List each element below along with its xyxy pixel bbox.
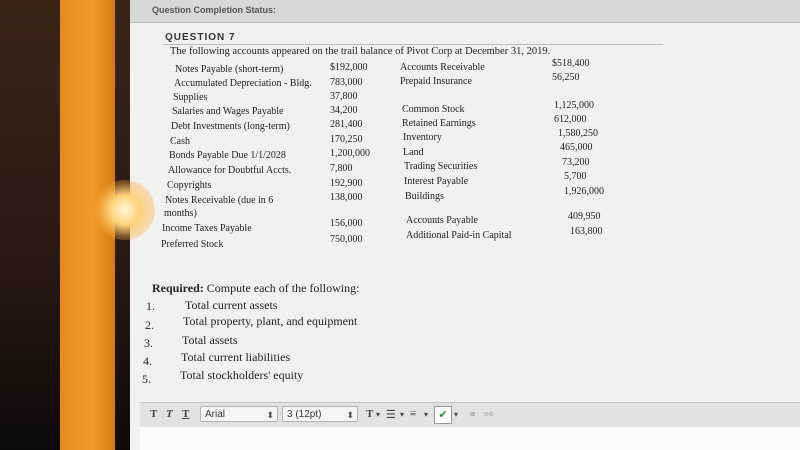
account-value: 750,000 xyxy=(330,234,363,245)
account-value: 409,950 xyxy=(568,211,601,222)
account-value: 192,900 xyxy=(330,178,363,189)
divider xyxy=(163,44,663,45)
dropdown-icon[interactable]: ▾ xyxy=(454,410,459,419)
account-value: 73,200 xyxy=(562,157,590,168)
underline-button[interactable]: T xyxy=(182,408,190,420)
font-size-select[interactable] xyxy=(282,406,358,422)
account-value: $192,000 xyxy=(330,62,368,73)
account-value: 1,125,000 xyxy=(554,100,594,111)
required-item: Total property, plant, and equipment xyxy=(183,314,358,328)
account-label: Retained Earnings xyxy=(402,118,476,129)
required-number: 3. xyxy=(144,336,153,350)
account-value: 37,800 xyxy=(330,91,358,102)
account-label: Salaries and Wages Payable xyxy=(172,106,284,117)
account-label: Preferred Stock xyxy=(161,239,224,250)
bold-button[interactable]: T xyxy=(150,408,158,420)
required-number: 1. xyxy=(146,299,155,313)
italic-button[interactable]: T xyxy=(166,408,173,420)
account-value: 163,800 xyxy=(570,226,603,237)
required-number: 5. xyxy=(142,372,151,386)
bullet-list-icon[interactable]: ☰ xyxy=(386,409,396,421)
editor-toolbar xyxy=(140,402,800,428)
account-value: 465,000 xyxy=(560,142,593,153)
required-text: Compute each of the following: xyxy=(206,281,360,295)
required-number: 2. xyxy=(145,318,154,332)
account-value: 612,000 xyxy=(554,114,587,125)
account-label: Accounts Receivable xyxy=(400,62,485,73)
spellcheck-icon[interactable]: ✔ xyxy=(434,406,452,424)
account-label: Cash xyxy=(170,136,190,147)
font-family-select[interactable] xyxy=(200,406,278,422)
account-label: Supplies xyxy=(173,92,208,103)
account-label: Debt Investments (long-term) xyxy=(171,121,290,132)
account-label: Accounts Payable xyxy=(406,215,478,226)
link-icon[interactable]: ⚭ xyxy=(468,409,478,421)
account-label: Notes Receivable (due in 6 xyxy=(165,195,274,206)
account-label: Trading Securities xyxy=(404,161,478,172)
select-arrow-icon: ⬍ xyxy=(346,410,354,420)
account-value: 56,250 xyxy=(552,72,580,83)
question-status-bar[interactable] xyxy=(130,0,800,23)
account-value: 170,250 xyxy=(330,134,363,145)
text-style-button[interactable]: T xyxy=(366,408,374,420)
account-label: Bonds Payable Due 1/1/2028 xyxy=(169,150,286,161)
dropdown-icon[interactable]: ▾ xyxy=(424,410,429,419)
required-item: Total assets xyxy=(182,333,238,347)
account-value: 34,200 xyxy=(330,105,358,116)
account-label: Accumulated Depreciation - Bldg. xyxy=(174,78,312,89)
account-value: 1,580,250 xyxy=(558,128,598,139)
account-label: Allowance for Doubtful Accts. xyxy=(168,165,292,176)
account-value: 783,000 xyxy=(330,77,363,88)
account-label: Common Stock xyxy=(402,104,465,115)
account-label: Income Taxes Payable xyxy=(162,223,252,234)
question-label: QUESTION 7 xyxy=(165,32,236,43)
required-heading xyxy=(152,281,359,296)
font-family-value: Arial xyxy=(205,409,226,420)
account-label: Notes Payable (short-term) xyxy=(175,64,284,75)
account-label: Copyrights xyxy=(167,180,212,191)
account-label: Inventory xyxy=(403,132,442,143)
light-glare xyxy=(95,180,155,240)
account-label: Buildings xyxy=(405,191,444,202)
account-label: Prepaid Insurance xyxy=(400,76,472,87)
unlink-icon[interactable]: ⚯ xyxy=(484,409,494,421)
required-item: Total current assets xyxy=(185,298,278,312)
account-value: 138,000 xyxy=(330,192,363,203)
dropdown-icon[interactable]: ▾ xyxy=(376,410,381,419)
select-arrow-icon: ⬍ xyxy=(266,410,274,420)
account-label: Land xyxy=(403,147,424,158)
account-value: 1,926,000 xyxy=(564,186,604,197)
question-completion-status[interactable]: Question Completion Status: xyxy=(152,5,277,15)
required-item: Total current liabilities xyxy=(181,350,291,364)
account-value: $518,400 xyxy=(552,58,590,69)
account-label: Additional Paid-in Capital xyxy=(406,230,512,241)
required-item: Total stockholders' equity xyxy=(180,368,304,382)
required-number: 4. xyxy=(143,354,152,368)
account-value: 156,000 xyxy=(330,218,363,229)
font-size-value: 3 (12pt) xyxy=(287,409,322,420)
question-intro: The following accounts appeared on the trail balance of Pivot Corp at December 31, 2019. xyxy=(170,46,551,57)
account-label: Interest Payable xyxy=(404,176,469,187)
screen xyxy=(130,0,800,450)
answer-editor[interactable] xyxy=(140,427,800,450)
account-value: 281,400 xyxy=(330,119,363,130)
numbered-list-icon[interactable]: ≡ xyxy=(410,408,417,420)
account-value: 1,200,000 xyxy=(330,148,370,159)
account-value: 5,700 xyxy=(564,171,587,182)
required-lead: Required: xyxy=(152,281,204,295)
account-label: months) xyxy=(164,208,197,219)
dropdown-icon[interactable]: ▾ xyxy=(400,410,405,419)
account-value: 7,800 xyxy=(330,163,353,174)
